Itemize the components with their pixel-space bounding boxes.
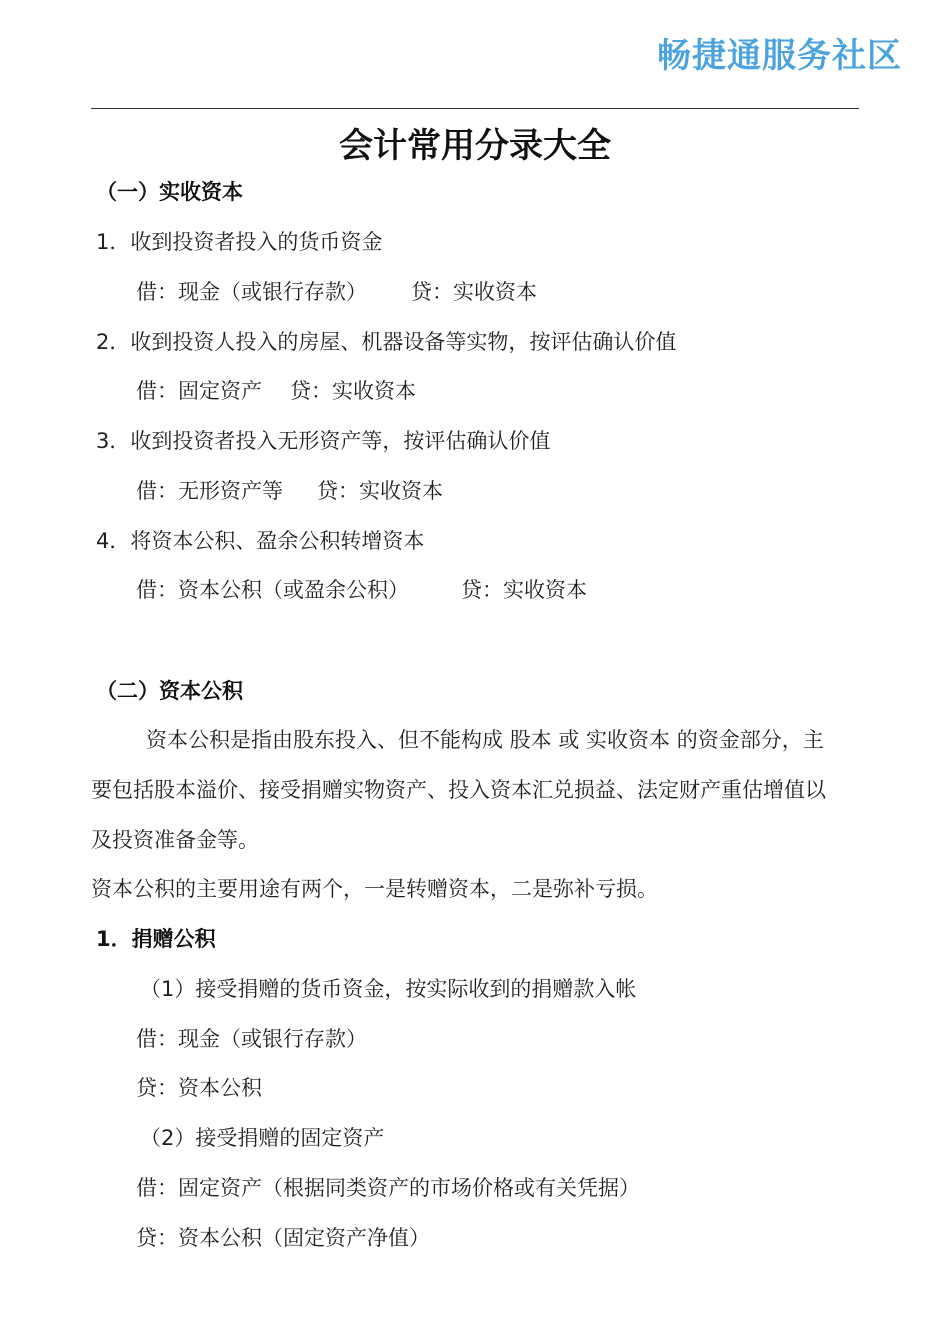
section1-item1-entry xyxy=(136,276,537,306)
section1-heading: （一）实收资本 xyxy=(96,180,243,204)
document-title: 会计常用分录大全 xyxy=(339,126,611,166)
sub1-item1: （1）接受捐赠的货币资金，按实际收到的捐赠款入帐 xyxy=(140,977,637,1001)
sub1-heading: 1．捐赠公积 xyxy=(96,927,216,951)
debit-text: 借：无形资产等 xyxy=(136,479,283,503)
credit-text: 贷：实收资本 xyxy=(290,379,416,403)
sub1-item1-debit: 借：现金（或银行存款） xyxy=(136,1027,367,1051)
section2-paragraph-line2: 要包括股本溢价、接受捐赠实物资产、投入资本汇兑损益、法定财产重估增值以 xyxy=(91,778,826,802)
header-divider xyxy=(91,108,859,109)
sub1-item1-credit: 贷：资本公积 xyxy=(136,1076,262,1100)
debit-text: 借：现金（或银行存款） xyxy=(136,280,367,304)
section2-paragraph-line3: 及投资准备金等。 xyxy=(91,828,259,852)
credit-text: 贷：实收资本 xyxy=(411,280,537,304)
brand-logo: 畅捷通服务社区 xyxy=(657,36,902,76)
section1-item4: 4．将资本公积、盈余公积转增资本 xyxy=(96,529,425,553)
section2-usage: 资本公积的主要用途有两个，一是转赠资本，二是弥补亏损。 xyxy=(91,877,658,901)
section1-item2: 2．收到投资人投入的房屋、机器设备等实物，按评估确认价值 xyxy=(96,330,677,354)
sub1-item2-debit: 借：固定资产（根据同类资产的市场价格或有关凭据） xyxy=(136,1176,640,1200)
section1-item3: 3．收到投资者投入无形资产等，按评估确认价值 xyxy=(96,429,551,453)
section2-heading: （二）资本公积 xyxy=(96,679,243,703)
credit-text: 贷：实收资本 xyxy=(317,479,443,503)
debit-text: 借：资本公积（或盈余公积） xyxy=(136,578,409,602)
section1-item2-entry xyxy=(136,375,416,405)
sub1-item2-credit: 贷：资本公积（固定资产净值） xyxy=(136,1226,430,1250)
section1-item4-entry xyxy=(136,574,587,604)
debit-text: 借：固定资产 xyxy=(136,379,262,403)
section2-paragraph-line1: 资本公积是指由股东投入、但不能构成 股本 或 实收资本 的资金部分，主 xyxy=(146,728,824,752)
credit-text: 贷：实收资本 xyxy=(461,578,587,602)
section1-item3-entry xyxy=(136,475,443,505)
sub1-item2: （2）接受捐赠的固定资产 xyxy=(140,1126,385,1150)
section1-item1: 1．收到投资者投入的货币资金 xyxy=(96,230,383,254)
